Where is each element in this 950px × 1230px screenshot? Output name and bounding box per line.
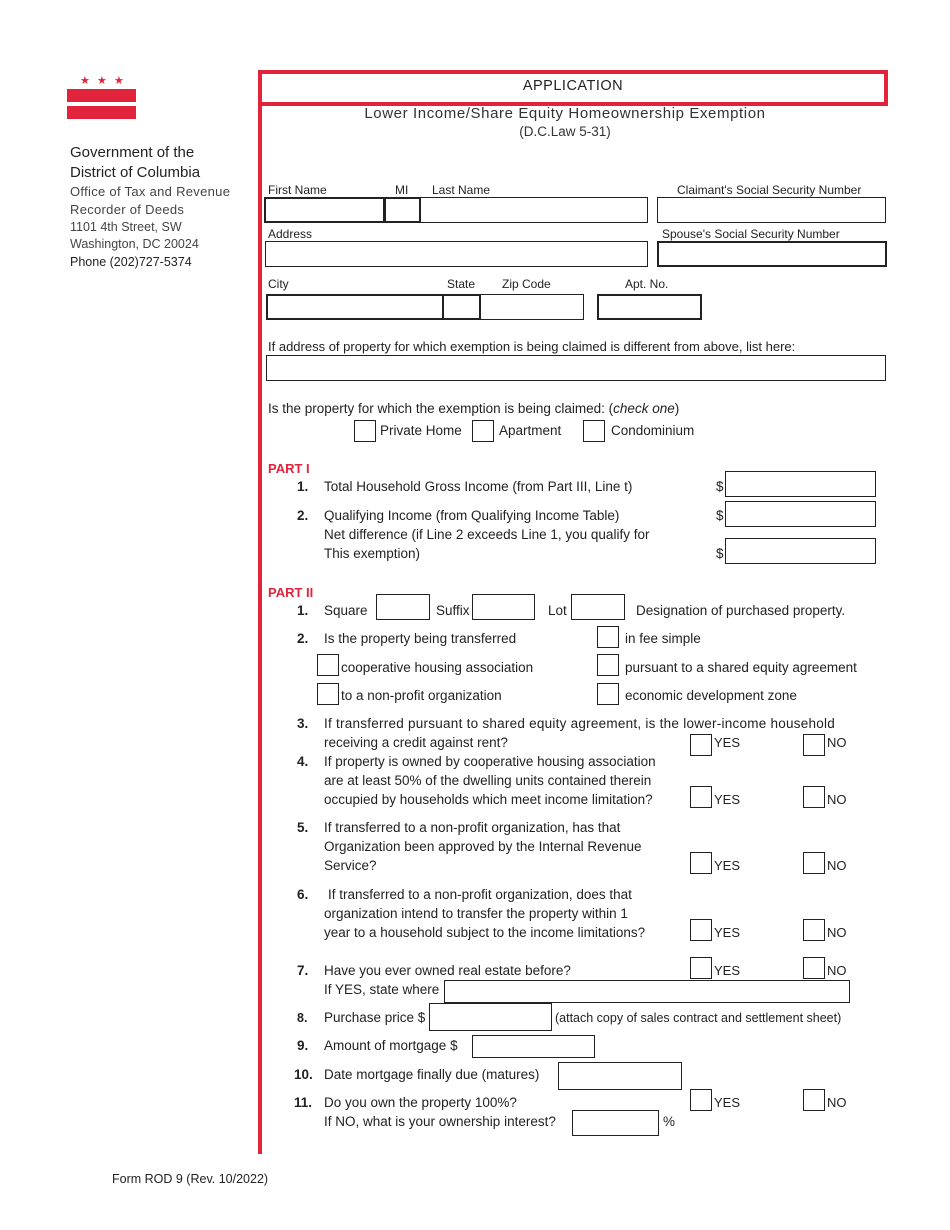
mi-label: MI — [395, 183, 409, 197]
q3-line2: receiving a credit against rent? — [324, 735, 508, 750]
mi-input[interactable] — [385, 197, 420, 223]
first-name-input[interactable] — [264, 197, 385, 223]
flag-star-icon: ★ — [114, 75, 124, 87]
q3-yes-checkbox[interactable] — [690, 734, 712, 756]
flag-star-icon: ★ — [80, 75, 90, 87]
percent-sign: % — [663, 1114, 676, 1129]
first-name-label: First Name — [268, 183, 327, 197]
econ-zone-label: economic development zone — [625, 688, 797, 703]
non-profit-checkbox[interactable] — [317, 683, 339, 705]
suffix-input[interactable] — [472, 594, 535, 620]
part1-title: PART I — [268, 461, 310, 476]
q4-no-checkbox[interactable] — [803, 786, 825, 808]
spouse-ssn-label: Spouse's Social Security Number — [662, 227, 840, 241]
condominium-checkbox[interactable] — [583, 420, 605, 442]
q4-line3: occupied by households which meet income limitation? — [324, 792, 653, 807]
q7-num: 7. — [297, 963, 309, 978]
square-label: Square — [324, 603, 368, 618]
part1-item1-text: Total Household Gross Income (from Part III, Line t) — [324, 479, 633, 494]
ownership-interest-input[interactable] — [572, 1110, 659, 1136]
property-type-prefix: Is the property for which the exemption is being claimed: ( — [268, 401, 614, 416]
zip-label: Zip Code — [502, 277, 551, 291]
q5-line3: Service? — [324, 858, 377, 873]
q2-text: Is the property being transferred — [324, 631, 517, 646]
gross-income-input[interactable] — [725, 471, 876, 497]
flag-star-icon: ★ — [97, 75, 107, 87]
property-address-input[interactable] — [266, 355, 886, 381]
part1-item2-num: 2. — [297, 508, 309, 523]
net-difference-input[interactable] — [725, 538, 876, 564]
state-input[interactable] — [444, 294, 480, 320]
condominium-label: Condominium — [611, 423, 695, 438]
q5-no-checkbox[interactable] — [803, 852, 825, 874]
q7-line2: If YES, state where — [324, 982, 440, 997]
form-subtitle: Lower Income/Share Equity Homeownership Exemption — [364, 105, 766, 122]
q4-line2: are at least 50% of the dwelling units contained therein — [324, 773, 652, 788]
private-home-label: Private Home — [380, 423, 462, 438]
mortgage-amount-input[interactable] — [472, 1035, 595, 1058]
q2-num: 2. — [297, 631, 309, 646]
q7-no-label: NO — [827, 963, 847, 978]
part1-item2-text: Qualifying Income (from Qualifying Income Table) — [324, 508, 620, 523]
agency-phone: (202)727-5374 — [109, 255, 192, 269]
q5-num: 5. — [297, 820, 309, 835]
q11-yes-checkbox[interactable] — [690, 1089, 712, 1111]
part2-title: PART II — [268, 585, 314, 600]
agency-office: Office of Tax and Revenue — [70, 184, 231, 199]
zip-input[interactable] — [480, 294, 584, 320]
net-difference-line1: Net difference (if Line 2 exceeds Line 1, you qualify for — [324, 527, 650, 542]
spouse-ssn-input[interactable] — [657, 241, 887, 267]
q7-yes-checkbox[interactable] — [690, 957, 712, 979]
non-profit-label: to a non-profit organization — [341, 688, 502, 703]
purchase-price-input[interactable] — [429, 1003, 552, 1031]
agency-phone-label: Phone — [70, 255, 107, 269]
q1-num: 1. — [297, 603, 309, 618]
private-home-checkbox[interactable] — [354, 420, 376, 442]
q3-num: 3. — [297, 716, 309, 731]
mortgage-due-input[interactable] — [558, 1062, 682, 1090]
square-input[interactable] — [376, 594, 430, 620]
agency-line2: District of Columbia — [70, 164, 201, 181]
property-type-italic: check one — [613, 401, 675, 416]
q3-no-checkbox[interactable] — [803, 734, 825, 756]
q10-text: Date mortgage finally due (matures) — [324, 1067, 540, 1082]
real-estate-where-input[interactable] — [444, 980, 850, 1003]
agency-phone-line — [70, 255, 192, 269]
part1-dollar1: $ — [716, 479, 724, 494]
q9-text: Amount of mortgage $ — [324, 1038, 458, 1053]
q3-line1: If transferred pursuant to shared equity agreement, is the lower-income household — [324, 716, 836, 731]
property-type-question — [268, 401, 679, 416]
q8-text: Purchase price $ — [324, 1010, 426, 1025]
claimant-ssn-input[interactable] — [657, 197, 886, 223]
q9-num: 9. — [297, 1038, 309, 1053]
q3-no-label: NO — [827, 735, 847, 750]
econ-zone-checkbox[interactable] — [597, 683, 619, 705]
q3-yes-label: YES — [714, 735, 741, 750]
cooperative-label: cooperative housing association — [341, 660, 534, 675]
q4-yes-label: YES — [714, 792, 741, 807]
shared-equity-label: pursuant to a shared equity agreement — [625, 660, 857, 675]
apartment-label: Apartment — [499, 423, 562, 438]
suffix-label: Suffix — [436, 603, 470, 618]
fee-simple-checkbox[interactable] — [597, 626, 619, 648]
q11-no-label: NO — [827, 1095, 847, 1110]
q6-yes-label: YES — [714, 925, 741, 940]
lot-label: Lot — [548, 603, 567, 618]
city-label: City — [268, 277, 289, 291]
apt-input[interactable] — [597, 294, 702, 320]
address-input[interactable] — [265, 241, 648, 267]
q5-no-label: NO — [827, 858, 847, 873]
state-label: State — [447, 277, 476, 291]
last-name-label: Last Name — [432, 183, 491, 197]
q11-line2: If NO, what is your ownership interest? — [324, 1114, 556, 1129]
apartment-checkbox[interactable] — [472, 420, 494, 442]
q5-yes-checkbox[interactable] — [690, 852, 712, 874]
part1-dollar2: $ — [716, 508, 724, 523]
agency-line1: Government of the — [70, 144, 195, 161]
address-label: Address — [268, 227, 313, 241]
q8-num: 8. — [297, 1011, 308, 1025]
q10-num: 10. — [294, 1067, 313, 1082]
part1-dollar3: $ — [716, 546, 724, 561]
agency-city: Washington, DC 20024 — [70, 237, 199, 251]
agency-division: Recorder of Deeds — [70, 202, 185, 217]
fee-simple-label: in fee simple — [625, 631, 701, 646]
apt-label: Apt. No. — [625, 277, 669, 291]
part1-item1-num: 1. — [297, 479, 309, 494]
designation-label: Designation of purchased property. — [636, 603, 846, 618]
property-address-label: If address of property for which exemption is being claimed is different from above, list here: — [268, 339, 796, 354]
q6-line1: If transferred to a non-profit organization, does that — [328, 887, 632, 902]
q6-line2: organization intend to transfer the property within 1 — [324, 906, 628, 921]
q4-yes-checkbox[interactable] — [690, 786, 712, 808]
q5-line1: If transferred to a non-profit organization, has that — [324, 820, 621, 835]
q11-no-checkbox[interactable] — [803, 1089, 825, 1111]
q5-line2: Organization been approved by the Internal Revenue — [324, 839, 642, 854]
q11-line1: Do you own the property 100%? — [324, 1095, 517, 1110]
agency-street: 1101 4th Street, SW — [70, 220, 182, 234]
form-title: APPLICATION — [522, 78, 624, 94]
q6-line3: year to a household subject to the income limitations? — [324, 925, 646, 940]
q5-yes-label: YES — [714, 858, 741, 873]
q7-yes-label: YES — [714, 963, 741, 978]
form-law: (D.C.Law 5-31) — [519, 124, 611, 139]
form-id: Form ROD 9 (Rev. 10/2022) — [112, 1172, 269, 1186]
left-red-rule — [258, 104, 262, 1154]
q11-yes-label: YES — [714, 1095, 741, 1110]
q4-no-label: NO — [827, 792, 847, 807]
q7-no-checkbox[interactable] — [803, 957, 825, 979]
flag-bar-bottom — [67, 106, 136, 119]
cooperative-checkbox[interactable] — [317, 654, 339, 676]
property-type-suffix: ) — [674, 401, 680, 416]
last-name-input[interactable] — [420, 197, 648, 223]
q7-line1: Have you ever owned real estate before? — [324, 963, 571, 978]
q6-num: 6. — [297, 887, 309, 902]
q8-note: (attach copy of sales contract and settlement sheet) — [555, 1011, 842, 1025]
claimant-ssn-label: Claimant's Social Security Number — [677, 183, 862, 197]
net-difference-line2: This exemption) — [324, 546, 421, 561]
q6-yes-checkbox[interactable] — [690, 919, 712, 941]
qualifying-income-input[interactable] — [725, 501, 876, 527]
q6-no-checkbox[interactable] — [803, 919, 825, 941]
shared-equity-checkbox[interactable] — [597, 654, 619, 676]
q11-num: 11. — [294, 1095, 313, 1110]
flag-bar-top — [67, 89, 136, 102]
q6-no-label: NO — [827, 925, 847, 940]
q4-line1: If property is owned by cooperative housing association — [324, 754, 656, 769]
city-input[interactable] — [266, 294, 444, 320]
q4-num: 4. — [297, 754, 309, 769]
lot-input[interactable] — [571, 594, 625, 620]
